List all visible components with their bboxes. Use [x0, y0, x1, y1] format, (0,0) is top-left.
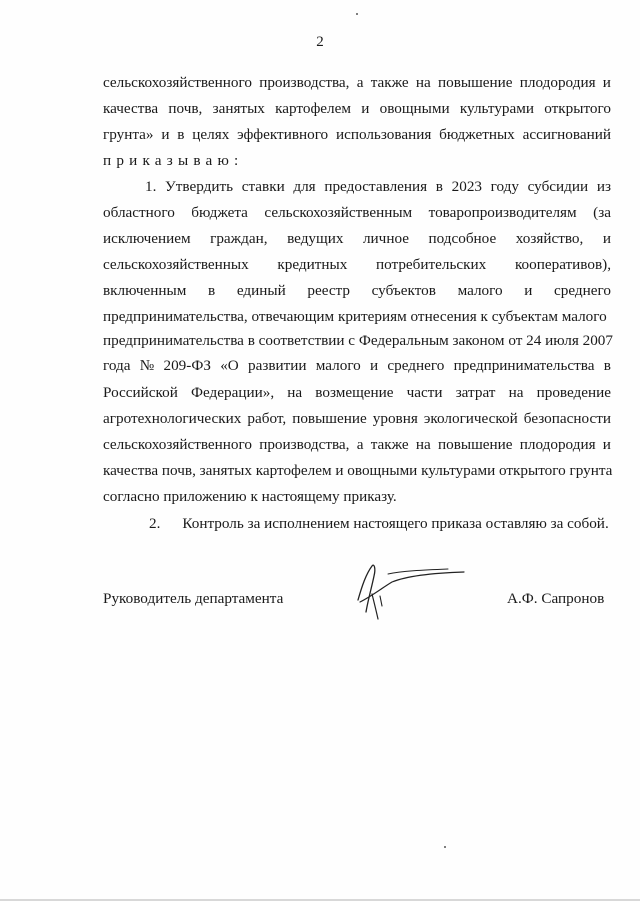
word: бюджетных: [439, 126, 515, 143]
body-line-1: [103, 73, 611, 92]
word: на: [287, 384, 303, 401]
word: агротехнологических: [103, 410, 242, 427]
body-line-9: [103, 281, 611, 300]
word: году: [490, 178, 519, 195]
word: а: [356, 74, 364, 91]
word: подсобное: [428, 230, 497, 247]
word: на: [415, 74, 431, 91]
word: также: [370, 74, 409, 91]
word: занятых: [212, 100, 265, 117]
body-line-5: [145, 177, 611, 196]
body-line-10: [103, 307, 611, 326]
page-number: 2: [316, 34, 324, 50]
body-line-14: [103, 409, 611, 428]
word: субъектов: [371, 282, 436, 299]
word: затрат: [455, 384, 496, 401]
word: включенным: [103, 282, 187, 299]
word: Федерации»,: [191, 384, 275, 401]
word: предпринимательства: [453, 357, 595, 374]
body-line-15: [103, 435, 611, 454]
word: предоставления: [324, 178, 428, 195]
body-line-18: [149, 514, 611, 533]
word: повышение: [438, 436, 513, 453]
word: «О: [220, 357, 239, 374]
word: на: [508, 384, 524, 401]
word: почв,: [168, 100, 203, 117]
body-line-17: [103, 487, 611, 506]
word: среднего: [387, 357, 445, 374]
word: плодородия: [519, 74, 596, 91]
word: эффективного: [237, 126, 329, 143]
word: а: [356, 436, 364, 453]
word: личное: [362, 230, 409, 247]
word: на: [415, 436, 431, 453]
word: 209-ФЗ: [163, 357, 211, 374]
word: проведение: [536, 384, 611, 401]
body-line-6: [103, 203, 611, 222]
word: и: [602, 74, 611, 91]
word: части: [406, 384, 443, 401]
handwritten-signature: [352, 556, 472, 626]
word: кооперативов),: [514, 256, 611, 273]
word: малого: [457, 282, 503, 299]
word: сельскохозяйственным: [264, 204, 413, 221]
word: целях: [192, 126, 230, 143]
word: в: [208, 282, 216, 299]
body-line-3: [103, 125, 611, 144]
word: в: [177, 126, 185, 143]
word: и: [161, 126, 170, 143]
word: плодородия: [519, 436, 596, 453]
body-line-8: [103, 255, 611, 274]
word: повышение: [292, 410, 367, 427]
word: среднего: [554, 282, 611, 299]
word: культурами: [459, 100, 534, 117]
position-label: Руководитель департамента: [103, 590, 284, 607]
word: и: [361, 100, 370, 117]
word: сельскохозяйственных: [103, 256, 249, 273]
word: ставки: [241, 178, 285, 195]
word: производства,: [259, 436, 350, 453]
word: в: [435, 178, 443, 195]
word: бюджета: [191, 204, 248, 221]
word: потребительских: [376, 256, 487, 273]
word: товаропроизводителям: [428, 204, 577, 221]
body-line-16: [103, 461, 611, 480]
word: развитии: [248, 357, 307, 374]
line-text: предпринимательства, отвечающим критериям отнесения к субъектам малого: [103, 308, 607, 325]
word: Утвердить: [165, 178, 234, 195]
line-text: качества почв, занятых картофелем и овощными культурами открытого грунта: [103, 462, 613, 479]
word: использования: [335, 126, 432, 143]
word: областного: [103, 204, 175, 221]
line-text: Контроль за исполнением настоящего приказа оставляю за собой.: [182, 515, 609, 532]
word: малого: [315, 357, 361, 374]
body-line-4: [103, 151, 611, 170]
word: реестр: [307, 282, 350, 299]
word: также: [370, 436, 409, 453]
word: работ,: [247, 410, 287, 427]
word: возмещение: [315, 384, 394, 401]
word: для: [293, 178, 316, 195]
word: грунта»: [103, 126, 154, 143]
word: уровня: [372, 410, 418, 427]
line-text: согласно приложению к настоящему приказу.: [103, 488, 397, 505]
body-line-12: [103, 356, 611, 375]
word: безопасности: [523, 410, 611, 427]
word: сельскохозяйственного: [103, 436, 252, 453]
word: картофелем: [275, 100, 351, 117]
word: субсидии: [527, 178, 589, 195]
word: и: [370, 357, 379, 374]
word: 2023: [451, 178, 482, 195]
word: сельскохозяйственного: [103, 74, 252, 91]
signer-name: А.Ф. Сапронов: [507, 590, 605, 607]
word: №: [139, 357, 155, 374]
list-number: 1.: [145, 178, 157, 195]
word: единый: [236, 282, 286, 299]
list-number: 2.: [149, 515, 161, 532]
word: из: [596, 178, 611, 195]
body-line-2: [103, 99, 611, 118]
word: и: [524, 282, 533, 299]
word: открытого: [544, 100, 611, 117]
word: Российской: [103, 384, 178, 401]
word: повышение: [438, 74, 513, 91]
scan-speck: [356, 13, 358, 15]
body-line-7: [103, 229, 611, 248]
word: года: [103, 357, 131, 374]
word: граждан,: [210, 230, 268, 247]
line-text: предпринимательства в соответствии с Федеральным законом от 24 июля 2007: [103, 332, 613, 349]
order-word: приказываю:: [103, 152, 244, 169]
word: и: [602, 230, 611, 247]
scan-speck: [444, 846, 446, 848]
word: (за: [593, 204, 611, 221]
word: хозяйство,: [515, 230, 584, 247]
word: исключением: [103, 230, 191, 247]
word: в: [603, 357, 611, 374]
word: кредитных: [277, 256, 348, 273]
word: качества: [103, 100, 159, 117]
word: производства,: [259, 74, 350, 91]
body-line-11: [103, 331, 611, 350]
word: и: [602, 436, 611, 453]
word: экологической: [423, 410, 518, 427]
word: овощными: [379, 100, 450, 117]
word: ассигнований: [522, 126, 611, 143]
body-line-13: [103, 383, 611, 402]
word: ведущих: [287, 230, 344, 247]
